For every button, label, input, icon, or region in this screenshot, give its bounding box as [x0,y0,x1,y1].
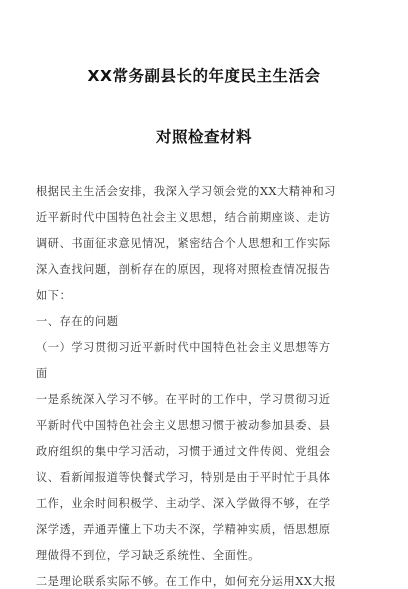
paragraph-line: 议、看新闻报道等快餐式学习，特别是由于平时忙于具体 [36,471,331,484]
paragraph-line: 工作，业余时间积极学、主动学、深入学做得不够，在学 [36,497,331,510]
paragraph-line: 政府组织的集中学习活动，习惯于通过文件传阅、党组会 [36,445,331,458]
section-heading: 一、存在的问题 [36,315,119,328]
paragraph-line: 一是系统深入学习不够。在平时的工作中，学习贯彻习近 [36,393,331,406]
paragraph-line: 深入查找问题，剖析存在的原因，现将对照检查情况报告 [36,263,331,276]
paragraph-line: 根据民主生活会安排，我深入学习领会党的XX大精神和习 [36,185,337,198]
subsection-heading: （一）学习贯彻习近平新时代中国特色社会主义思想等方 [36,341,331,354]
paragraph-line: 二是理论联系实际不够。在工作中，如何充分运用XX大报 [36,575,337,588]
paragraph-line: 调研、书面征求意见情况，紧密结合个人思想和工作实际 [36,237,331,250]
document-subtitle: 对照检查材料 [155,128,252,146]
paragraph-line: 平新时代中国特色社会主义思想习惯于被动参加县委、县 [36,419,331,432]
document-title: XX常务副县长的年度民主生活会 [87,67,321,85]
paragraph-line: 理做得不到位，学习缺乏系统性、全面性。 [36,549,260,562]
paragraph-line: 如下： [36,289,72,302]
paragraph-line: 深学透，弄通弄懂上下功夫不深，学精神实质，悟思想原 [36,523,331,536]
subsection-heading: 面 [36,367,48,380]
paragraph-line: 近平新时代中国特色社会主义思想，结合前期座谈、走访 [36,211,331,224]
